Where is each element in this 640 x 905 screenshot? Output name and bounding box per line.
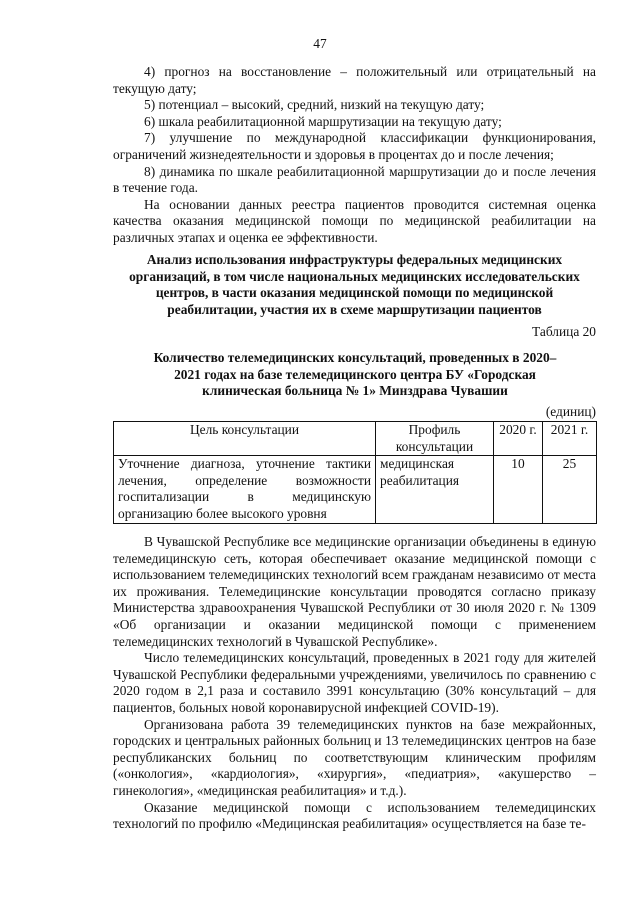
page-number: 47: [313, 36, 327, 51]
table-label: Таблица 20: [532, 324, 596, 339]
header-2020: 2020 г.: [494, 422, 543, 456]
header-profile: Профиль консультации: [376, 422, 494, 456]
table-header-row: [114, 422, 597, 456]
text-after-table: [113, 534, 596, 833]
list-item: 5) потенциал – высокий, средний, низкий на текущую дату;: [144, 97, 485, 113]
header-purpose: Цель консультации: [114, 422, 376, 456]
data-table: [113, 421, 597, 524]
table-title-block: [150, 350, 560, 400]
section-heading: Анализ использования инфраструктуры федеральных медицинских организаций, в том числе национальных медицинских исследовательских центров, в части оказания медицинской помощи по медицинской реабилитации, участия их в схеме маршрутизации пациентов: [129, 252, 580, 317]
list-item: 7) улучшение по международной классификации функционирования, ограничений жизнедеятельности и здоровья в процентах до и после лечения;: [113, 130, 596, 162]
paragraph: Число телемедицинских консультаций, проведенных в 2021 году для жителей Чувашской Республики федеральными учреждениями, увеличилось по сравнению с 2020 годом в 2,1 раза и составило 3991 консультацию (30% консультаций – для пациентов, больных новой коронавирусной инфекцией COVID-19).: [113, 650, 596, 715]
paragraph: Организована работа 39 телемедицинских пунктов на базе межрайонных, городских и центральных районных больниц и 13 телемедицинских центров на базе республиканских больниц по соответствующим клиническим профилям («онкология», «кардиология», «хирургия», «педиатрия», «акушерство – гинекология», «медицинская реабилитация» и т.д.).: [113, 716, 596, 798]
paragraph: Оказание медицинской помощи с использованием телемедицинских технологий по профилю «Медицинская реабилитация» осуществляется на базе те-: [113, 799, 596, 832]
cell-purpose: Уточнение диагноза, уточнение тактики лечения, определение возможности госпитализации в медицинскую организацию более высокого уровня: [114, 456, 376, 523]
section-heading-block: [128, 252, 581, 318]
cell-2021: 25: [543, 456, 597, 523]
registry-paragraph: На основании данных реестра пациентов проводится системная оценка качества оказания медицинской помощи по медицинской реабилитации на различных этапах и оценка ее эффективности.: [113, 196, 596, 245]
list-block: [113, 64, 596, 247]
cell-2020: 10: [494, 456, 543, 523]
paragraph: В Чувашской Республике все медицинские организации объединены в единую телемедицинскую сеть, которая обеспечивает оказание медицинской помощи с использованием телемедицинских технологий всем гражданам независимо от места их проживания. Телемедицинские консультации проводятся согласно приказу Министерства здравоохранения Чувашской Республики от 30 июля 2020 г. № 1309 «Об организации и оказании медицинской помощи с применением телемедицинских технологий в Чувашской Республике».: [113, 534, 596, 649]
list-item: 6) шкала реабилитационной маршрутизации на текущую дату;: [144, 113, 502, 129]
list-item: 8) динамика по шкале реабилитационной маршрутизации до и после лечения в течение года.: [113, 163, 596, 196]
data-table-block: [113, 421, 596, 524]
table-units-block: [113, 404, 596, 421]
table-title: Количество телемедицинских консультаций, проведенных в 2020–2021 годах на базе телемедицинского центра БУ «Городская клиническая больница № 1» Минздрава Чувашии: [153, 350, 557, 399]
table-row: [114, 456, 597, 523]
cell-profile: медицинская реабилитация: [376, 456, 494, 523]
table-units: (единиц): [545, 404, 596, 419]
header-2021: 2021 г.: [543, 422, 597, 456]
list-item: 4) прогноз на восстановление – положительный или отрицательный на текущую дату;: [113, 64, 596, 96]
table-label-block: [113, 324, 596, 341]
